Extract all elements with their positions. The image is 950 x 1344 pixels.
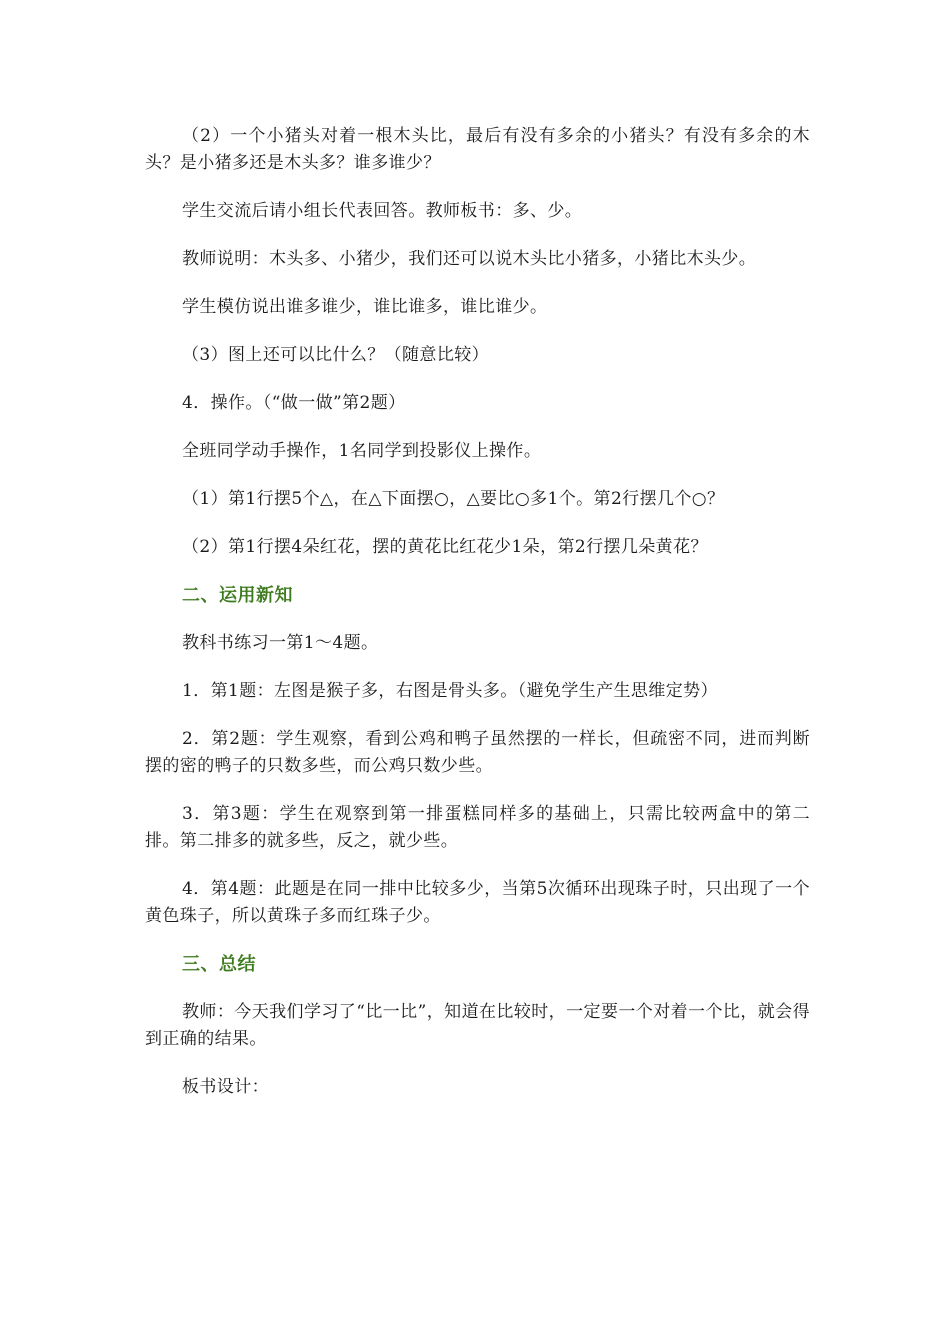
paragraph-exercise-2: 2．第2题：学生观察，看到公鸡和鸭子虽然摆的一样长，但疏密不同，进而判断摆的密的鸭子的只数多些，而公鸡只数少些。 [145,729,810,776]
paragraph-teacher-explain: 教师说明：木头多、小猪少，我们还可以说木头比小猪多，小猪比木头少。 [182,249,757,269]
heading-apply-knowledge: 二、运用新知 [182,585,293,606]
paragraph-operation: 4．操作。（“做一做”第2题） [182,393,406,413]
paragraph-board-design: 板书设计： [182,1077,269,1097]
paragraph-textbook-exercise: 教科书练习一第1～4题。 [182,633,379,653]
paragraph-teacher-summary: 教师：今天我们学习了“比一比”，知道在比较时，一定要一个对着一个比，就会得到正确的结果。 [145,1002,810,1049]
paragraph-exercise-3: 3．第3题：学生在观察到第一排蛋糕同样多的基础上，只需比较两盒中的第二排。第二排多的就多些，反之，就少些。 [145,804,810,851]
paragraph-student-imitate: 学生模仿说出谁多谁少，谁比谁多，谁比谁少。 [182,297,548,317]
paragraph-group-answer: 学生交流后请小组长代表回答。教师板书：多、少。 [182,201,583,221]
document-body [145,123,810,1101]
paragraph-compare-more: （3）图上还可以比什么？（随意比较） [182,345,490,365]
paragraph-compare-pig-wood: （2）一个小猪头对着一根木头比，最后有没有多余的小猪头？有没有多余的木头？是小猪多还是木头多？谁多谁少？ [145,126,810,173]
paragraph-triangles: （1）第1行摆5个△，在△下面摆○，△要比○多1个。第2行摆几个○？ [182,489,725,509]
paragraph-class-operate: 全班同学动手操作，1名同学到投影仪上操作。 [182,441,542,461]
heading-summary: 三、总结 [182,954,256,975]
paragraph-exercise-1: 1．第1题：左图是猴子多，右图是骨头多。（避免学生产生思维定势） [182,681,718,701]
paragraph-exercise-4: 4．第4题：此题是在同一排中比较多少，当第5次循环出现珠子时，只出现了一个黄色珠子，所以黄珠子多而红珠子少。 [145,879,810,926]
paragraph-flowers: （2）第1行摆4朵红花，摆的黄花比红花少1朵，第2行摆几朵黄花？ [182,537,708,557]
